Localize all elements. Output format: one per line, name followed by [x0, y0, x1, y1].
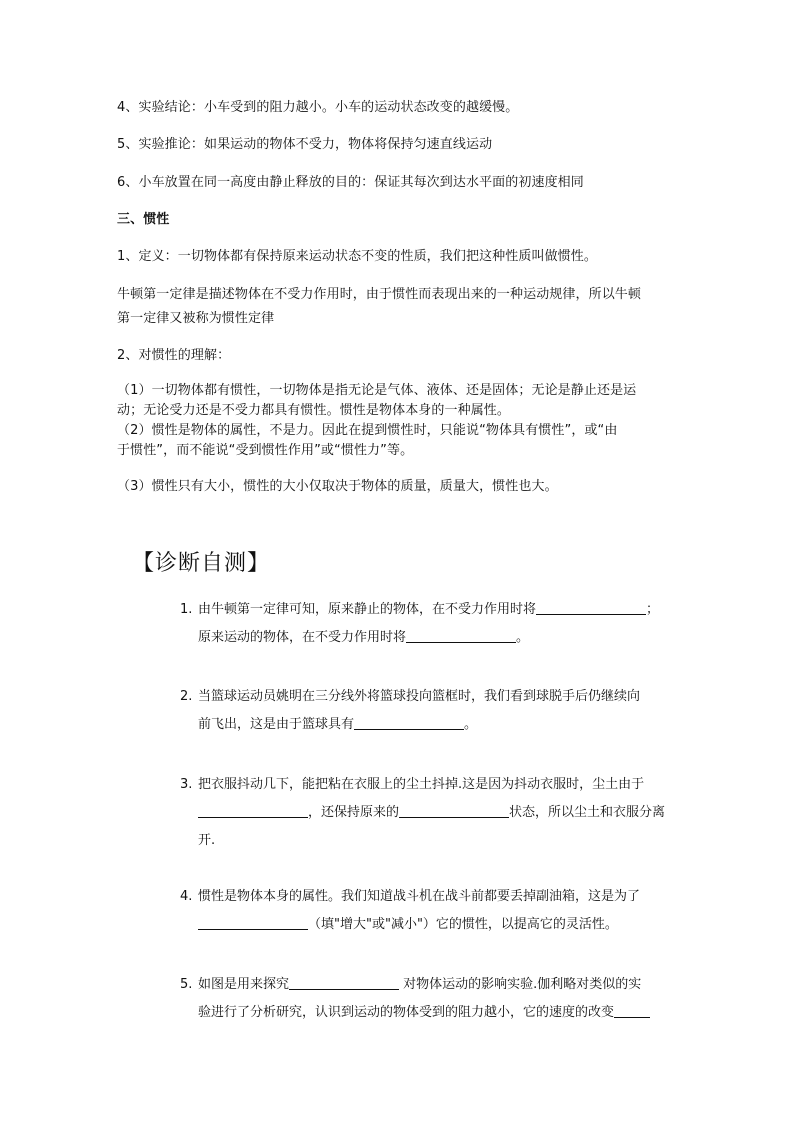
question-text: 开. [198, 833, 216, 848]
point-3: （3）惯性只有大小，惯性的大小仅取决于物体的质量，质量大，惯性也大。 [117, 479, 558, 494]
answer-blank[interactable] [198, 803, 308, 818]
answer-blank[interactable] [198, 915, 308, 930]
question-5 [180, 971, 680, 1027]
question-text: 对物体运动的影响实验.伽利略对类似的实 [399, 977, 642, 992]
question-text: 原来运动的物体，在不受力作用时将 [198, 630, 407, 645]
section-title-inertia: 三、惯性 [117, 212, 170, 227]
question-2 [180, 683, 680, 739]
answer-blank[interactable] [614, 1003, 650, 1018]
question-number: 3. [180, 777, 193, 792]
question-number: 2. [180, 689, 193, 704]
self-test-heading: 【诊断自测】 [132, 551, 271, 576]
question-text: 前飞出，这是由于篮球具有 [198, 717, 355, 732]
question-text: （填"增大"或"减小"）它的惯性，以提高它的灵活性。 [308, 917, 618, 932]
answer-blank[interactable] [536, 600, 646, 615]
answer-blank[interactable] [354, 715, 464, 730]
newton-law-line-1: 牛顿第一定律是描述物体在不受力作用时，由于惯性而表现出来的一种运动规律，所以牛顿 [117, 287, 642, 302]
point-1-line-2: 动；无论受力还是不受力都具有惯性。惯性是物体本身的一种属性。 [117, 403, 511, 418]
punctuation: ； [646, 602, 660, 617]
item-6-purpose: 6、小车放置在同一高度由静止释放的目的：保证其每次到达水平面的初速度相同 [117, 175, 584, 190]
question-3 [180, 771, 680, 855]
point-2-line-2: 于惯性”，而不能说“受到惯性作用”或“惯性力”等。 [117, 443, 414, 458]
question-1 [180, 596, 680, 652]
punctuation: 。 [464, 717, 478, 732]
question-text: 如图是用来探究 [198, 977, 290, 992]
point-2-line-1: （2）惯性是物体的属性，不是力。因此在提到惯性时，只能说“物体具有惯性”，或“由 [117, 423, 618, 438]
question-number: 4. [180, 889, 193, 904]
inertia-understanding-title: 2、对惯性的理解： [117, 348, 231, 363]
answer-blank[interactable] [399, 803, 509, 818]
answer-blank[interactable] [406, 628, 516, 643]
question-text: 惯性是物体本身的属性。我们知道战斗机在战斗前都要丢掉副油箱，这是为了 [198, 889, 641, 904]
newton-law-line-2: 第一定律又被称为惯性定律 [117, 311, 275, 326]
question-text: 状态，所以尘土和衣服分离 [509, 805, 666, 820]
question-text: 当篮球运动员姚明在三分线外将篮球投向篮框时，我们看到球脱手后仍继续向 [198, 689, 641, 704]
question-text: 把衣服抖动几下，能把粘在衣服上的尘土抖掉.这是因为抖动衣服时，尘土由于 [198, 777, 645, 792]
question-4 [180, 883, 680, 939]
point-1-line-1: （1）一切物体都有惯性，一切物体是指无论是气体、液体、还是固体；无论是静止还是运 [117, 383, 637, 398]
question-number: 5. [180, 977, 193, 992]
question-text: ，还保持原来的 [308, 805, 400, 820]
item-4-conclusion: 4、实验结论：小车受到的阻力越小。小车的运动状态改变的越缓慢。 [117, 100, 519, 115]
question-number: 1. [180, 602, 193, 617]
item-5-inference: 5、实验推论：如果运动的物体不受力，物体将保持匀速直线运动 [117, 137, 493, 152]
question-text: 验进行了分析研究，认识到运动的物体受到的阻力越小，它的速度的改变 [198, 1005, 615, 1020]
inertia-definition: 1、定义：一切物体都有保持原来运动状态不变的性质，我们把这种性质叫做惯性。 [117, 249, 597, 264]
question-text: 由牛顿第一定律可知，原来静止的物体，在不受力作用时将 [198, 602, 537, 617]
answer-blank[interactable] [289, 975, 399, 990]
punctuation: 。 [516, 630, 530, 645]
